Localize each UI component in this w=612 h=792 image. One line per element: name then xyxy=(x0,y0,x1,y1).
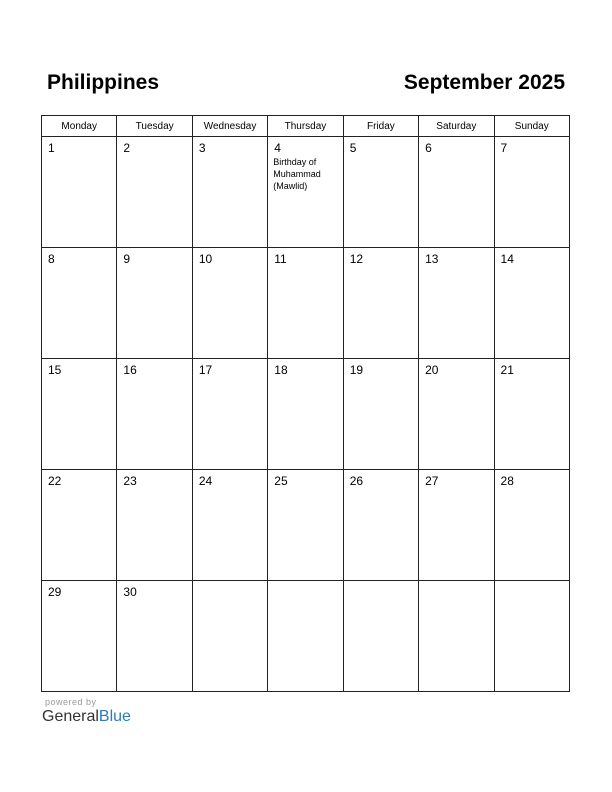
day-cell xyxy=(117,248,192,359)
day-cell xyxy=(343,581,418,692)
day-number: 7 xyxy=(500,141,508,155)
day-cell xyxy=(343,137,418,248)
weekday-header: Monday xyxy=(42,116,117,137)
day-cell xyxy=(268,359,343,470)
brand-general: General xyxy=(42,708,99,725)
day-number: 1 xyxy=(48,141,55,155)
day-cell xyxy=(419,137,494,248)
day-number xyxy=(268,581,342,585)
weekday-header: Tuesday xyxy=(117,116,192,137)
day-number: 2 xyxy=(123,141,131,155)
day-cell xyxy=(494,248,569,359)
day-cell xyxy=(494,137,569,248)
week-row xyxy=(42,248,570,359)
week-row xyxy=(42,470,570,581)
day-cell xyxy=(419,248,494,359)
day-cell xyxy=(268,248,343,359)
day-number: 26 xyxy=(349,474,364,488)
day-number: 30 xyxy=(123,585,137,599)
day-cell xyxy=(42,470,117,581)
day-number: 8 xyxy=(48,252,55,266)
week-row xyxy=(42,359,570,470)
day-number: 18 xyxy=(274,363,288,377)
day-cell xyxy=(42,248,117,359)
day-cell xyxy=(494,359,569,470)
day-cell xyxy=(42,581,117,692)
day-number: 15 xyxy=(48,363,62,377)
day-cell xyxy=(494,470,569,581)
day-cell xyxy=(117,581,192,692)
country-title: Philippines xyxy=(47,71,160,94)
weekday-header: Saturday xyxy=(419,116,494,137)
day-number: 25 xyxy=(274,474,288,488)
day-number: 10 xyxy=(198,252,213,266)
weekday-header: Thursday xyxy=(268,116,343,137)
day-number xyxy=(419,581,493,585)
day-number: 23 xyxy=(123,474,137,488)
day-cell xyxy=(42,359,117,470)
day-cell xyxy=(192,137,267,248)
day-number: 17 xyxy=(198,363,213,377)
day-cell xyxy=(268,137,343,248)
brand-blue: Blue xyxy=(98,708,131,725)
day-number xyxy=(193,581,267,585)
weekday-header: Wednesday xyxy=(192,116,267,137)
weekday-header: Friday xyxy=(343,116,418,137)
holiday-event: Birthday of Muhammad (Mawlid) xyxy=(273,157,321,191)
day-number: 20 xyxy=(425,363,439,377)
day-cell xyxy=(117,470,192,581)
day-cell xyxy=(268,581,343,692)
day-number: 27 xyxy=(425,474,439,488)
week-row xyxy=(42,137,570,248)
day-number: 6 xyxy=(425,141,432,155)
day-number: 29 xyxy=(48,585,62,599)
day-cell xyxy=(192,359,267,470)
day-number: 5 xyxy=(349,141,357,155)
day-number xyxy=(344,581,418,585)
month-year-title: September 2025 xyxy=(403,71,565,94)
day-number: 13 xyxy=(425,252,439,266)
day-number: 21 xyxy=(500,363,514,377)
day-number: 28 xyxy=(500,474,514,488)
day-number: 9 xyxy=(123,252,131,266)
day-number: 11 xyxy=(274,252,287,266)
day-number: 22 xyxy=(48,474,62,488)
day-cell xyxy=(343,470,418,581)
generalblue-logo[interactable] xyxy=(42,708,131,726)
day-number: 4 xyxy=(274,141,281,155)
day-number: 14 xyxy=(500,252,514,266)
day-number: 19 xyxy=(349,363,364,377)
powered-by-text: powered by xyxy=(45,697,97,707)
day-number: 16 xyxy=(123,363,137,377)
day-number xyxy=(495,581,569,585)
day-cell xyxy=(117,137,192,248)
day-number: 3 xyxy=(198,141,206,155)
day-cell xyxy=(117,359,192,470)
day-cell xyxy=(268,470,343,581)
day-cell xyxy=(42,137,117,248)
day-cell xyxy=(494,581,569,692)
day-cell xyxy=(192,248,267,359)
day-cell xyxy=(192,581,267,692)
day-cell xyxy=(419,470,494,581)
day-cell xyxy=(343,248,418,359)
weekday-header: Sunday xyxy=(494,116,569,137)
day-cell xyxy=(343,359,418,470)
day-number: 12 xyxy=(349,252,364,266)
day-number: 24 xyxy=(198,474,213,488)
day-cell xyxy=(192,470,267,581)
day-cell xyxy=(419,359,494,470)
weekday-header-row xyxy=(42,116,570,137)
week-row xyxy=(42,581,570,692)
day-cell xyxy=(419,581,494,692)
calendar-grid xyxy=(41,115,570,692)
